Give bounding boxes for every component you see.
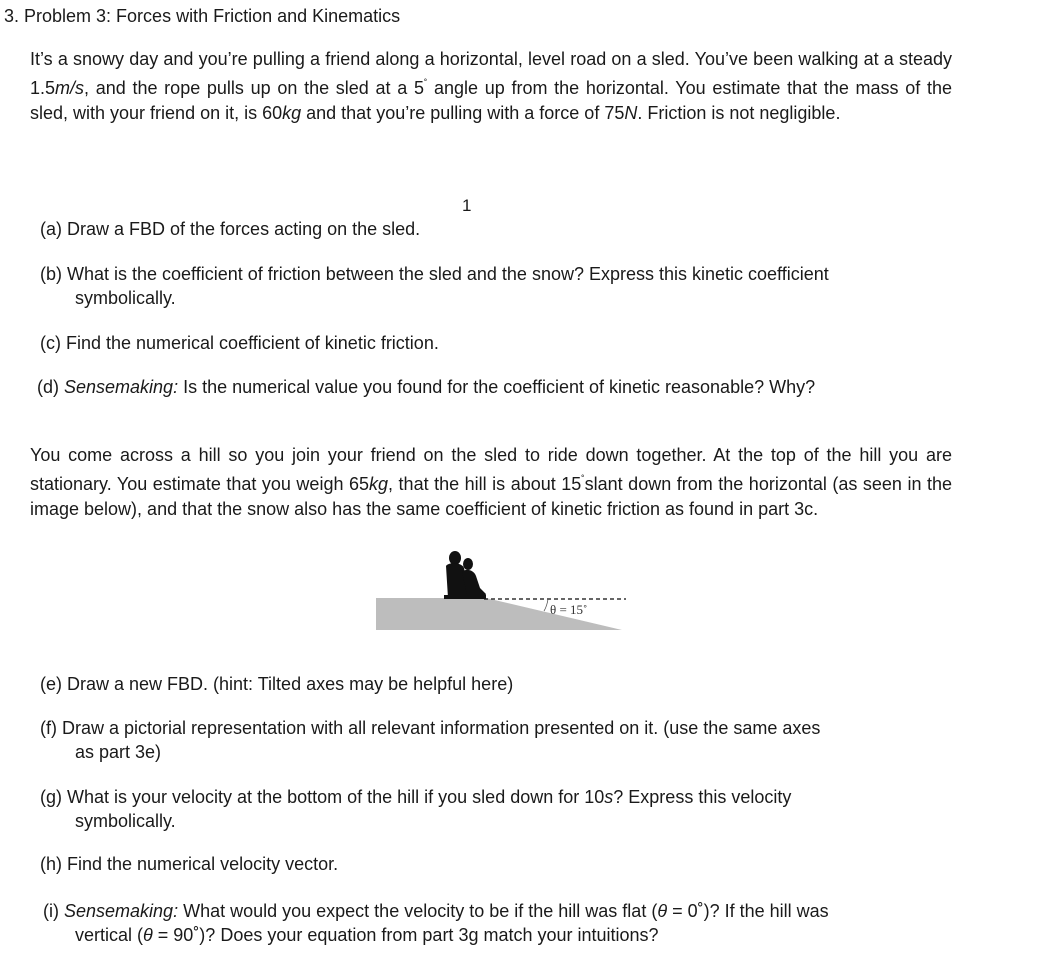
sledders-silhouette <box>444 551 486 599</box>
question-g: (g) What is your velocity at the bottom of the hill if you sled down for 10s? Express this velocity symbolically. <box>40 787 792 831</box>
hill-figure <box>376 548 632 634</box>
question-h: (h) Find the numerical velocity vector. <box>40 854 339 874</box>
question-c: (c) Find the numerical coefficient of kinetic friction. <box>40 333 439 353</box>
question-a: (a) Draw a FBD of the forces acting on the sled. <box>40 219 421 239</box>
question-i: (i) Sensemaking: What would you expect the velocity to be if the hill was flat (θ = 0˚)? If the hill was vertical (θ = 90˚)? Does your equation from part 3g match your intuitions? <box>43 901 829 945</box>
hill-paragraph: You come across a hill so you join your friend on the sled to ride down together. At the top of the hill you are stationary. You estimate that you weigh 65kg, that the hill is about 15˚slant down from the horizontal (as seen in the image below), and that the snow also has the same coefficient of kinetic friction as found in part 3c. <box>30 445 953 519</box>
angle-arc <box>544 599 548 611</box>
question-b: (b) What is the coefficient of friction between the sled and the snow? Express this kinetic coefficient symbolically. <box>40 264 829 308</box>
question-e: (e) Draw a new FBD. (hint: Tilted axes may be helpful here) <box>40 674 514 694</box>
question-f: (f) Draw a pictorial representation with all relevant information presented on it. (use the same axes as part 3e) <box>40 718 821 762</box>
page-number: 1 <box>462 196 472 215</box>
intro-paragraph: It’s a snowy day and you’re pulling a friend along a horizontal, level road on a sled. You’ve been walking at a steady 1.5m/s, and the rope pulls up on the sled at a 5˚ angle up from the horizontal. You estimate that the mass of the sled, with your friend on it, is 60kg and that you’re pulling with a force of 75N. Friction is not negligible. <box>30 49 952 123</box>
angle-label: θ = 15˚ <box>550 602 588 617</box>
question-d: (d) Sensemaking: Is the numerical value you found for the coefficient of kinetic reasonable? Why? <box>37 377 816 397</box>
problem-title: 3. Problem 3: Forces with Friction and Kinematics <box>4 6 401 26</box>
